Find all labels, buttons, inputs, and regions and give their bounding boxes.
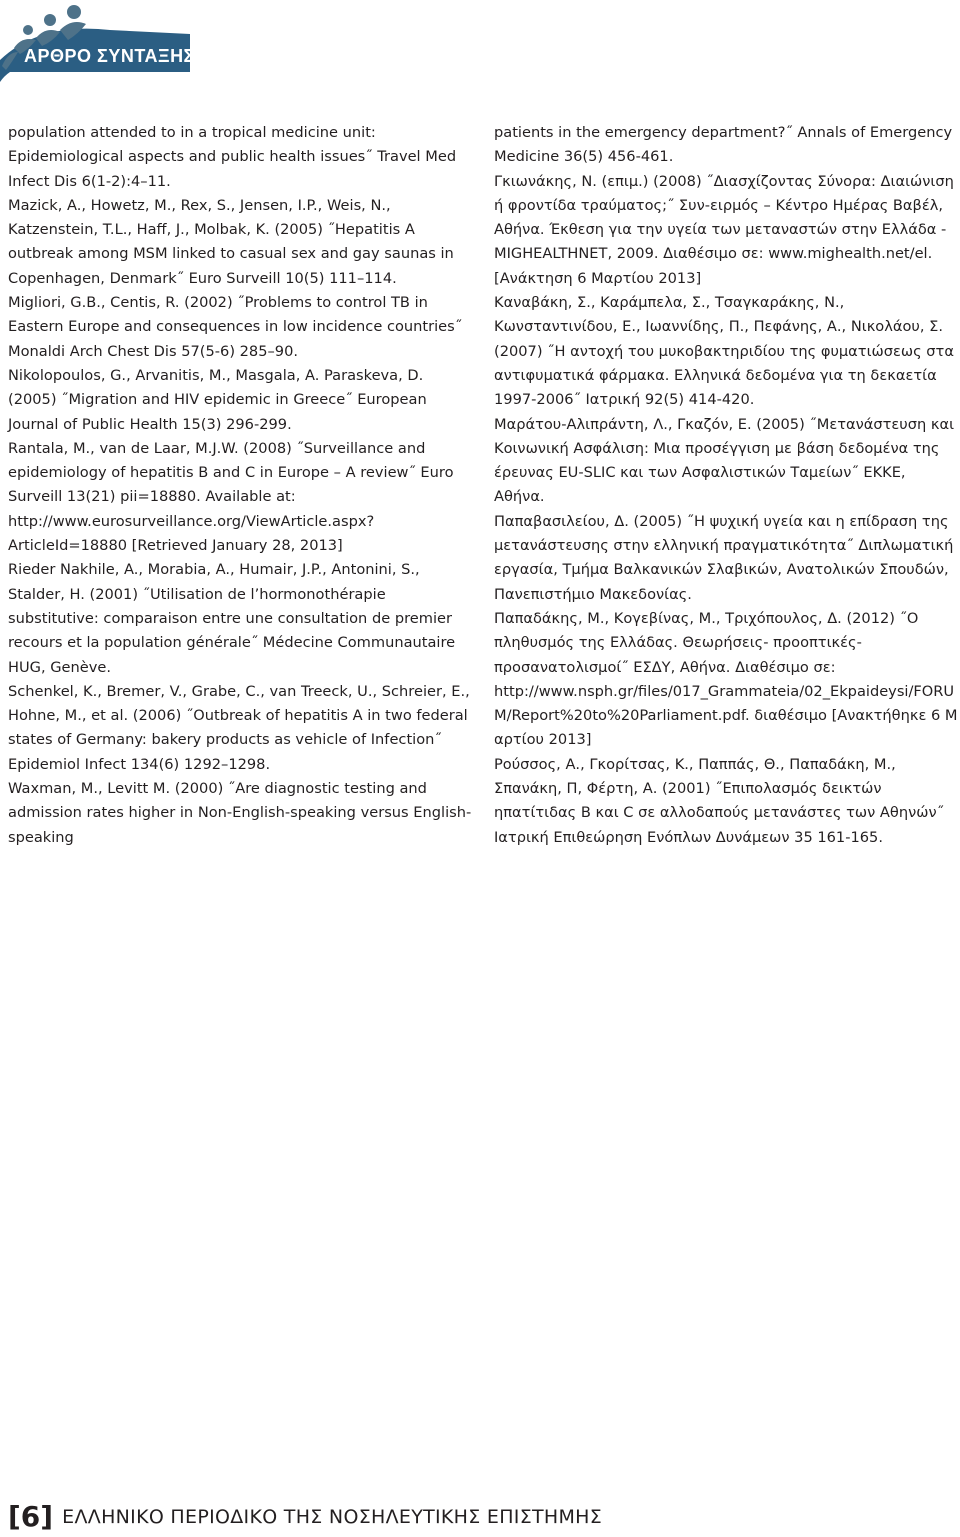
reference-entry: Mazick, A., Howetz, M., Rex, S., Jensen, I.P., Weis, N., Katzenstein, T.L., Haff, J., Molbak, K. (2005) ˝Hepatitis A outbreak among MSM linked to casual sex and gay saunas in Copenhagen, Denmark˝ Euro Surveill 10(5) 111–114. bbox=[8, 196, 454, 287]
reference-entry: Schenkel, K., Bremer, V., Grabe, C., van Treeck, U., Schreier, E., Hohne, M., et al. (2006) ˝Outbreak of hepatitis A in two federal states of Germany: bakery products as vehicle of Infection˝ Epidemiol Infect 134(6) 1292–1298. bbox=[8, 682, 470, 773]
references-left-column bbox=[8, 121, 474, 850]
reference-entry: patients in the emergency department?˝ Annals of Emergency Medicine 36(5) 456-461. bbox=[494, 124, 953, 166]
reference-entry: Rantala, M., van de Laar, M.J.W. (2008) ˝Surveillance and epidemiology of hepatitis B and C in Europe – A review˝ Euro Surveill 13(21) pii=18880. Available at: bbox=[8, 439, 454, 506]
page-number: [6] bbox=[8, 1500, 54, 1533]
reference-entry: Γκιωνάκης, Ν. (επιμ.) (2008) ˝Διασχίζοντας Σύνορα: Διαιώνιση ή φροντίδα τραύματος;˝ Συν-ειρμός – Κέντρο Ημέρας Βαβέλ, Αθήνα. Έκθεση για την υγεία των μεταναστών στην Ελλάδα - MIGHEALTHNET, 2009. Διαθέσιμο σε: www.mighealth.net/el. [Ανάκτηση 6 Μαρτίου 2013] bbox=[494, 172, 954, 287]
reference-entry: Migliori, G.B., Centis, R. (2002) ˝Problems to control TB in Eastern Europe and consequences in low incidence countries˝ Monaldi Arch Chest Dis 57(5-6) 285–90. bbox=[8, 294, 463, 360]
section-label: ΑΡΘΡΟ ΣΥΝΤΑΞΗΣ bbox=[24, 46, 195, 66]
header-logo-graphic bbox=[0, 0, 300, 90]
reference-link[interactable]: http://www.eurosurveillance.org/ViewArticle.aspx?ArticleId=18880 [Retrieved January 28, 2013] bbox=[8, 512, 375, 555]
reference-entry: Παπαβασιλείου, Δ. (2005) ˝Η ψυχική υγεία και η επίδραση της μετανάστευσης στην ελληνική πραγματικότητα˝ Διπλωματική εργασία, Τμήμα Βαλκανικών Σλαβικών, Ανατολικών Σπουδών, Πανεπιστήμιο Μακεδονίας. bbox=[494, 512, 954, 603]
reference-entry: Καναβάκη, Σ., Καράμπελα, Σ., Τσαγκαράκης, Ν., Κωνσταντινίδου, Ε., Ιωαννίδης, Π., Πεφάνης, Α., Νικολάου, Σ. (2007) ˝Η αντοχή του μυκοβακτηριδίου της φυματιώσεως στα αντιφυματικά φάρμακα. Ελληνικά δεδομένα για τη δεκαετία 1997-2006˝ Ιατρική 92(5) 414-420. bbox=[494, 294, 954, 409]
reference-entry: Μαράτου-Αλιπράντη, Λ., Γκαζόν, Ε. (2005) ˝Μετανάστευση και Κοινωνική Ασφάλιση: Μια προσέγγιση με βάση δεδομένα της έρευνας EU-SLIC και των Ασφαλιστικών Ταμείων˝ ΕΚΚΕ, Αθήνα. bbox=[494, 415, 955, 506]
reference-entry: Rieder Nakhile, A., Morabia, A., Humair, J.P., Antonini, S., Stalder, H. (2001) ˝Utilisation de l’hormonothérapie substitutive: comparaison entre une consultation de premier recours et la population générale˝ Médecine Communautaire HUG, Genève. bbox=[8, 561, 456, 676]
reference-link[interactable]: http://www.nsph.gr/files/017_Grammateia/02_Ekpaideysi/FORUM/Report%20to%20Parliament.pdf. διαθέσιμο [Ανακτήθηκε 6 Μαρτίου 2013] bbox=[494, 682, 958, 749]
journal-title: ΕΛΛΗΝΙΚΟ ΠΕΡΙΟΔΙΚΟ ΤΗΣ ΝΟΣΗΛΕΥΤΙΚΗΣ ΕΠΙΣΤΗΜΗΣ bbox=[62, 1505, 603, 1528]
references-right-column bbox=[494, 121, 960, 850]
reference-entry: Nikolopoulos, G., Arvanitis, M., Masgala, A. Paraskeva, D. (2005) ˝Migration and HIV epidemic in Greece˝ European Journal of Public Health 15(3) 296-299. bbox=[8, 366, 427, 433]
page-footer bbox=[8, 1500, 602, 1533]
reference-entry: Παπαδάκης, Μ., Κογεβίνας, Μ., Τριχόπουλος, Δ. (2012) ˝Ο πληθυσμός της Ελλάδας. Θεωρήσεις- προοπτικές- προσανατολισμοί˝ ΕΣΔΥ, Αθήνα. Διαθέσιμο σε: bbox=[494, 609, 919, 676]
reference-entry: population attended to in a tropical medicine unit: Epidemiological aspects and public health issues˝ Travel Med Infect Dis 6(1-2):4–11. bbox=[8, 124, 457, 190]
reference-entry: Waxman, M., Levitt M. (2000) ˝Are diagnostic testing and admission rates higher in Non-English-speaking versus English-speaking bbox=[8, 780, 472, 846]
reference-entry: Ρούσσος, Α., Γκορίτσας, Κ., Παππάς, Θ., Παπαδάκη, Μ., Σπανάκη, Π, Φέρτη, Α. (2001) ˝Επιπολασμός δεικτών ηπατίτιδας Β και C σε αλλοδαπούς μετανάστες των Αθηνών˝ Ιατρική Επιθεώρηση Ενόπλων Δυνάμεων 35 161-165. bbox=[494, 755, 944, 846]
header-banner bbox=[0, 0, 300, 90]
